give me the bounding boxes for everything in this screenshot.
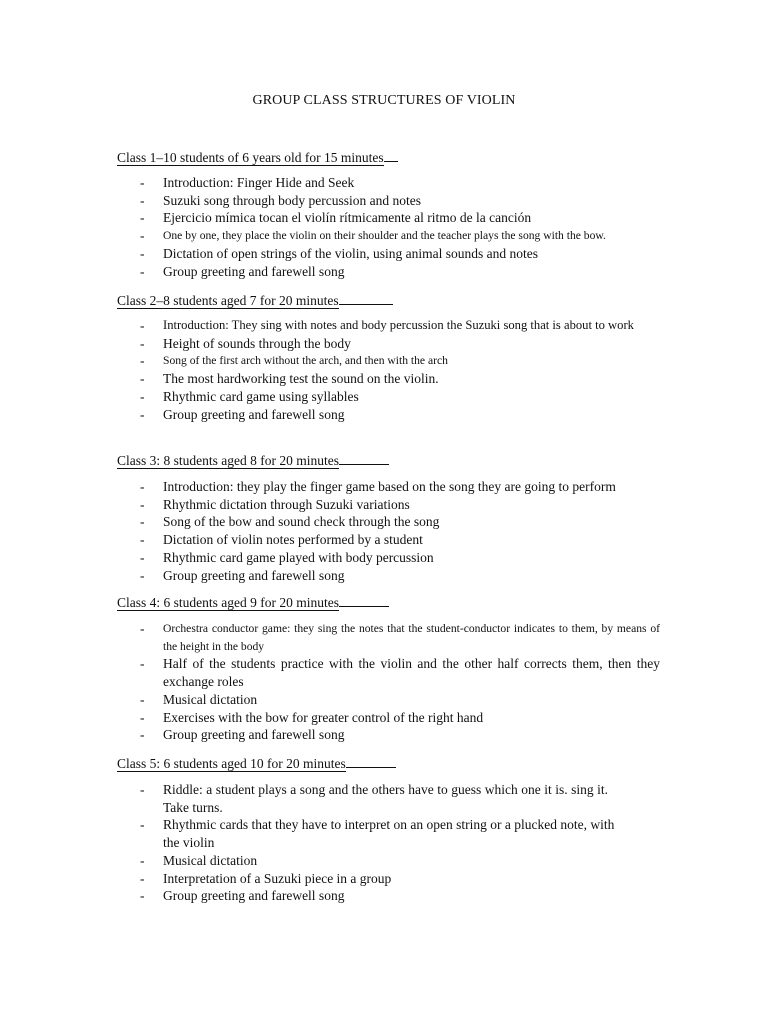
list-item: - Riddle: a student plays a song and the others have to guess which one it is. sing it. Take turns. (140, 782, 608, 815)
list-item: - Ejercicio mímica tocan el violín rítmicamente al ritmo de la canción (140, 210, 532, 226)
list-item: - Introduction: Finger Hide and Seek (140, 175, 355, 190)
section-heading-class-5: Class 5: 6 students aged 10 for 20 minutes (117, 754, 396, 772)
list-item: - Dictation of open strings of the violin, using animal sounds and notes (140, 245, 538, 261)
list-item: - Rhythmic card game using syllables (140, 388, 359, 404)
list-item: - Group greeting and farewell song (140, 567, 345, 583)
list-item: - Half of the students practice with the violin and the other half corrects them, then they exchange roles (140, 656, 660, 690)
list-item: - Dictation of violin notes performed by a student (140, 532, 423, 548)
section-heading-class-1: Class 1–10 students of 6 years old for 15 minutes (117, 148, 398, 166)
list-item: - Rhythmic dictation through Suzuki variations (140, 496, 410, 512)
list-item: - Group greeting and farewell song (140, 406, 345, 422)
list-item: - Rhythmic cards that they have to interpret on an open string or a plucked note, with the violin (140, 817, 615, 851)
list-item: - Group greeting and farewell song (140, 727, 345, 743)
document-title: GROUP CLASS STRUCTURES OF VIOLIN (252, 93, 516, 108)
section-heading-class-3: Class 3: 8 students aged 8 for 20 minutes (117, 451, 389, 469)
section-list-class-5 (0, 781, 768, 905)
list-item: - One by one, they place the violin on their shoulder and the teacher plays the song with the bow. (140, 228, 606, 244)
list-item: - Orchestra conductor game: they sing the notes that the student-conductor indicates to them, by means of the height in the body (140, 621, 660, 653)
section-heading-class-4: Class 4: 6 students aged 9 for 20 minutes (117, 593, 389, 611)
list-item: - Song of the bow and sound check through the song (140, 514, 440, 530)
section-list-class-4 (0, 620, 768, 744)
list-item: - The most hardworking test the sound on the violin. (140, 371, 439, 387)
list-item: - Exercises with the bow for greater control of the right hand (140, 709, 484, 725)
section-list-class-3 (0, 478, 768, 584)
list-item: - Group greeting and farewell song (140, 888, 345, 904)
list-item: - Introduction: They sing with notes and body percussion the Suzuki song that is about to work (140, 318, 634, 333)
list-item: - Rhythmic card game played with body percussion (140, 549, 434, 565)
list-item: - Height of sounds through the body (140, 335, 351, 351)
list-item: - Musical dictation (140, 691, 258, 707)
section-list-class-1 (0, 174, 768, 280)
list-item: - Song of the first arch without the arch, and then with the arch (140, 353, 448, 369)
list-item: - Interpretation of a Suzuki piece in a group (140, 870, 392, 886)
list-item: - Musical dictation (140, 852, 258, 868)
list-item: - Introduction: they play the finger game based on the song they are going to perform (140, 479, 616, 494)
section-heading-class-2: Class 2–8 students aged 7 for 20 minutes (117, 291, 393, 309)
section-list-class-2 (0, 317, 768, 423)
list-item: - Suzuki song through body percussion and notes (140, 192, 421, 208)
list-item: - Group greeting and farewell song (140, 263, 345, 279)
